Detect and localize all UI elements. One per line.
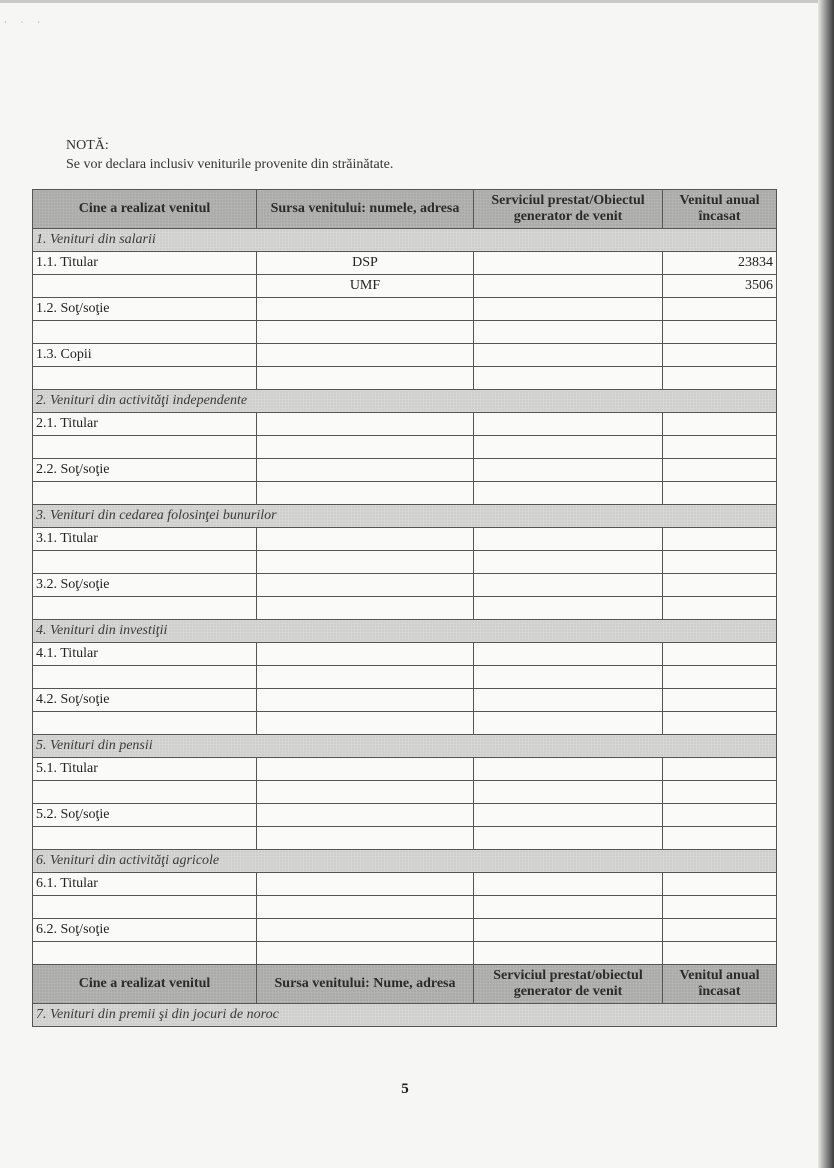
cell-who: 1.3. Copii: [33, 344, 257, 367]
table-row: [33, 298, 777, 321]
table-row: [33, 804, 777, 827]
note-title: NOTĂ:: [66, 138, 109, 153]
table-row: [33, 436, 777, 459]
scan-top-edge: [0, 0, 834, 3]
table-row: [33, 344, 777, 367]
cell-amount: [663, 643, 777, 666]
header-row-2: [33, 965, 777, 1004]
section-title: 7. Venituri din premii şi din jocuri de noroc: [33, 1004, 777, 1027]
cell-source: [257, 781, 474, 804]
cell-source: [257, 942, 474, 965]
table-row: [33, 827, 777, 850]
cell-amount: [663, 459, 777, 482]
cell-source: [257, 459, 474, 482]
cell-source: [257, 896, 474, 919]
page-number: 5: [401, 1081, 409, 1097]
cell-service: [474, 413, 663, 436]
cell-service: [474, 781, 663, 804]
cell-service: [474, 643, 663, 666]
section-row: [33, 505, 777, 528]
cell-service: [474, 804, 663, 827]
cell-source: [257, 666, 474, 689]
cell-who: [33, 597, 257, 620]
section-row: [33, 735, 777, 758]
table-row: [33, 942, 777, 965]
cell-source: [257, 873, 474, 896]
cell-service: [474, 896, 663, 919]
cell-who: [33, 827, 257, 850]
cell-amount: 23834: [663, 252, 777, 275]
cell-amount: [663, 827, 777, 850]
table-row: [33, 896, 777, 919]
cell-who: [33, 712, 257, 735]
cell-amount: [663, 528, 777, 551]
table-row: [33, 712, 777, 735]
cell-amount: [663, 666, 777, 689]
cell-source: [257, 643, 474, 666]
cell-source: [257, 574, 474, 597]
cell-who: 3.1. Titular: [33, 528, 257, 551]
cell-source: [257, 804, 474, 827]
cell-source: [257, 689, 474, 712]
cell-amount: 3506: [663, 275, 777, 298]
cell-service: [474, 942, 663, 965]
cell-amount: [663, 574, 777, 597]
section-title: 6. Venituri din activităţi agricole: [33, 850, 777, 873]
cell-amount: [663, 344, 777, 367]
cell-who: 1.2. Soţ/soţie: [33, 298, 257, 321]
cell-source: [257, 597, 474, 620]
table-row: [33, 413, 777, 436]
cell-amount: [663, 919, 777, 942]
section-row: [33, 1004, 777, 1027]
cell-source: DSP: [257, 252, 474, 275]
cell-source: [257, 298, 474, 321]
cell-who: 6.1. Titular: [33, 873, 257, 896]
cell-source: [257, 827, 474, 850]
section-title: 4. Venituri din investiţii: [33, 620, 777, 643]
cell-amount: [663, 597, 777, 620]
cell-amount: [663, 712, 777, 735]
table-row: [33, 689, 777, 712]
table-row: [33, 919, 777, 942]
header-source: Sursa venitului: numele, adresa: [257, 190, 474, 229]
table-row: [33, 574, 777, 597]
section-title: 2. Venituri din activităţi independente: [33, 390, 777, 413]
cell-who: 3.2. Soţ/soţie: [33, 574, 257, 597]
cell-source: [257, 482, 474, 505]
section-row: [33, 850, 777, 873]
cell-who: [33, 942, 257, 965]
cell-service: [474, 574, 663, 597]
cell-who: 6.2. Soţ/soţie: [33, 919, 257, 942]
cell-amount: [663, 413, 777, 436]
header2-service: Serviciul prestat/obiectul generator de venit: [474, 965, 663, 1004]
cell-service: [474, 758, 663, 781]
cell-who: 2.2. Soţ/soţie: [33, 459, 257, 482]
cell-service: [474, 459, 663, 482]
cell-who: 4.1. Titular: [33, 643, 257, 666]
cell-service: [474, 873, 663, 896]
section-row: [33, 620, 777, 643]
cell-service: [474, 551, 663, 574]
section-row: [33, 229, 777, 252]
cell-who: [33, 436, 257, 459]
table-row: [33, 597, 777, 620]
cell-service: [474, 367, 663, 390]
cell-service: [474, 482, 663, 505]
table-row: [33, 781, 777, 804]
table-row: [33, 643, 777, 666]
cell-who: 1.1. Titular: [33, 252, 257, 275]
cell-amount: [663, 482, 777, 505]
cell-amount: [663, 804, 777, 827]
header-row: [33, 190, 777, 229]
cell-who: 5.2. Soţ/soţie: [33, 804, 257, 827]
cell-service: [474, 321, 663, 344]
table-row: [33, 459, 777, 482]
cell-service: [474, 344, 663, 367]
cell-amount: [663, 781, 777, 804]
cell-who: [33, 551, 257, 574]
cell-source: [257, 919, 474, 942]
cell-source: [257, 551, 474, 574]
cell-who: [33, 666, 257, 689]
section-title: 3. Venituri din cedarea folosinţei bunurilor: [33, 505, 777, 528]
cell-amount: [663, 436, 777, 459]
cell-amount: [663, 758, 777, 781]
cell-source: [257, 528, 474, 551]
cell-service: [474, 528, 663, 551]
cell-source: UMF: [257, 275, 474, 298]
cell-amount: [663, 367, 777, 390]
scan-marks: · · ·: [4, 18, 46, 27]
cell-amount: [663, 298, 777, 321]
cell-who: [33, 781, 257, 804]
table-row: [33, 758, 777, 781]
cell-who: [33, 321, 257, 344]
cell-who: [33, 896, 257, 919]
cell-amount: [663, 942, 777, 965]
cell-source: [257, 436, 474, 459]
income-table: [32, 189, 777, 1027]
cell-service: [474, 919, 663, 942]
note-text: Se vor declara inclusiv veniturile provenite din străinătate.: [66, 157, 394, 172]
header2-source: Sursa venitului: Nume, adresa: [257, 965, 474, 1004]
cell-service: [474, 666, 663, 689]
cell-service: [474, 252, 663, 275]
cell-who: 2.1. Titular: [33, 413, 257, 436]
cell-service: [474, 827, 663, 850]
table-row: [33, 528, 777, 551]
cell-amount: [663, 321, 777, 344]
cell-who: [33, 482, 257, 505]
note-block: [66, 136, 393, 174]
cell-service: [474, 298, 663, 321]
cell-service: [474, 689, 663, 712]
table-row: [33, 666, 777, 689]
cell-source: [257, 712, 474, 735]
section-title: 1. Venituri din salarii: [33, 229, 777, 252]
cell-source: [257, 367, 474, 390]
cell-source: [257, 758, 474, 781]
cell-source: [257, 321, 474, 344]
table-row: [33, 321, 777, 344]
table-row: [33, 482, 777, 505]
scan-right-edge: [818, 0, 834, 1168]
cell-source: [257, 344, 474, 367]
header2-amount: Venitul anual încasat: [663, 965, 777, 1004]
cell-who: [33, 275, 257, 298]
header-amount: Venitul anual încasat: [663, 190, 777, 229]
table-row: [33, 252, 777, 275]
table-row: [33, 275, 777, 298]
header2-who: Cine a realizat venitul: [33, 965, 257, 1004]
cell-amount: [663, 873, 777, 896]
cell-who: 4.2. Soţ/soţie: [33, 689, 257, 712]
section-row: [33, 390, 777, 413]
header-service: Serviciul prestat/Obiectul generator de venit: [474, 190, 663, 229]
cell-service: [474, 436, 663, 459]
cell-who: [33, 367, 257, 390]
cell-amount: [663, 551, 777, 574]
cell-service: [474, 275, 663, 298]
cell-who: 5.1. Titular: [33, 758, 257, 781]
section-title: 5. Venituri din pensii: [33, 735, 777, 758]
cell-service: [474, 712, 663, 735]
cell-service: [474, 597, 663, 620]
header-who: Cine a realizat venitul: [33, 190, 257, 229]
table-row: [33, 367, 777, 390]
table-row: [33, 873, 777, 896]
income-table-body: [33, 190, 777, 1027]
cell-source: [257, 413, 474, 436]
cell-amount: [663, 689, 777, 712]
cell-amount: [663, 896, 777, 919]
table-row: [33, 551, 777, 574]
